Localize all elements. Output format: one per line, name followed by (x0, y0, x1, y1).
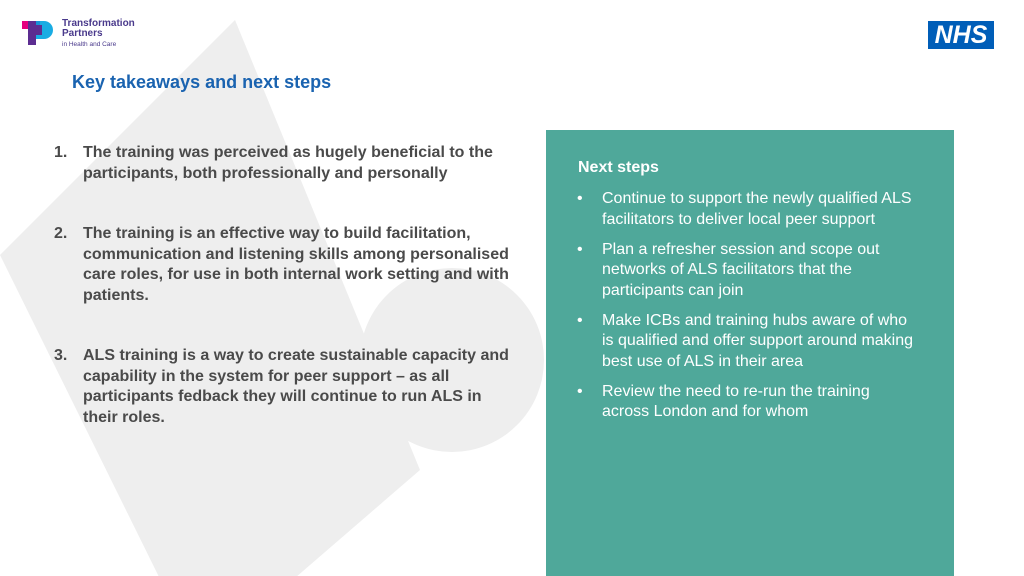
logo-line-subtitle: in Health and Care (62, 41, 117, 48)
takeaway-number: 3. (54, 347, 68, 364)
next-step-text: Make ICBs and training hubs aware of who is qualified and offer support around making best use of ALS in their area (602, 311, 914, 370)
next-steps-list (577, 189, 917, 432)
takeaway-text: ALS training is a way to create sustainable capacity and capability in the system for peer support – as all participants fedback they will continue to run ALS in their roles. (83, 347, 509, 426)
takeaways-list (54, 143, 514, 468)
nhs-logo: NHS (928, 21, 994, 49)
takeaway-item (54, 346, 514, 428)
takeaway-number: 1. (54, 144, 68, 161)
bullet-icon: • (577, 190, 583, 207)
takeaway-text: The training is an effective way to build facilitation, communication and listening skills among personalised care roles, for use in both internal work setting and with patients. (83, 225, 509, 304)
takeaway-item (54, 143, 514, 184)
next-step-text: Continue to support the newly qualified ALS facilitators to deliver local peer support (602, 190, 912, 228)
transformation-partners-logo (22, 19, 135, 50)
bullet-icon: • (577, 382, 583, 400)
tp-logo-icon (22, 19, 56, 47)
takeaway-item (54, 224, 514, 306)
next-step-item (577, 240, 917, 302)
page-title: Key takeaways and next steps (72, 72, 332, 92)
logo-line-transformation: Transformation (62, 18, 135, 29)
bullet-icon: • (577, 240, 583, 258)
next-step-item (577, 189, 917, 230)
next-step-text: Review the need to re-run the training across London and for whom (602, 382, 870, 420)
next-steps-title: Next steps (578, 159, 659, 176)
bullet-icon: • (577, 311, 583, 329)
takeaway-text: The training was perceived as hugely beneficial to the participants, both professionally and personally (83, 144, 493, 182)
next-steps-panel (546, 130, 954, 576)
logo-line-partners: Partners (62, 28, 103, 39)
next-step-text: Plan a refresher session and scope out networks of ALS facilitators that the participants can join (602, 240, 880, 299)
takeaway-number: 2. (54, 225, 68, 242)
next-step-item (577, 311, 917, 373)
next-step-item (577, 382, 917, 423)
